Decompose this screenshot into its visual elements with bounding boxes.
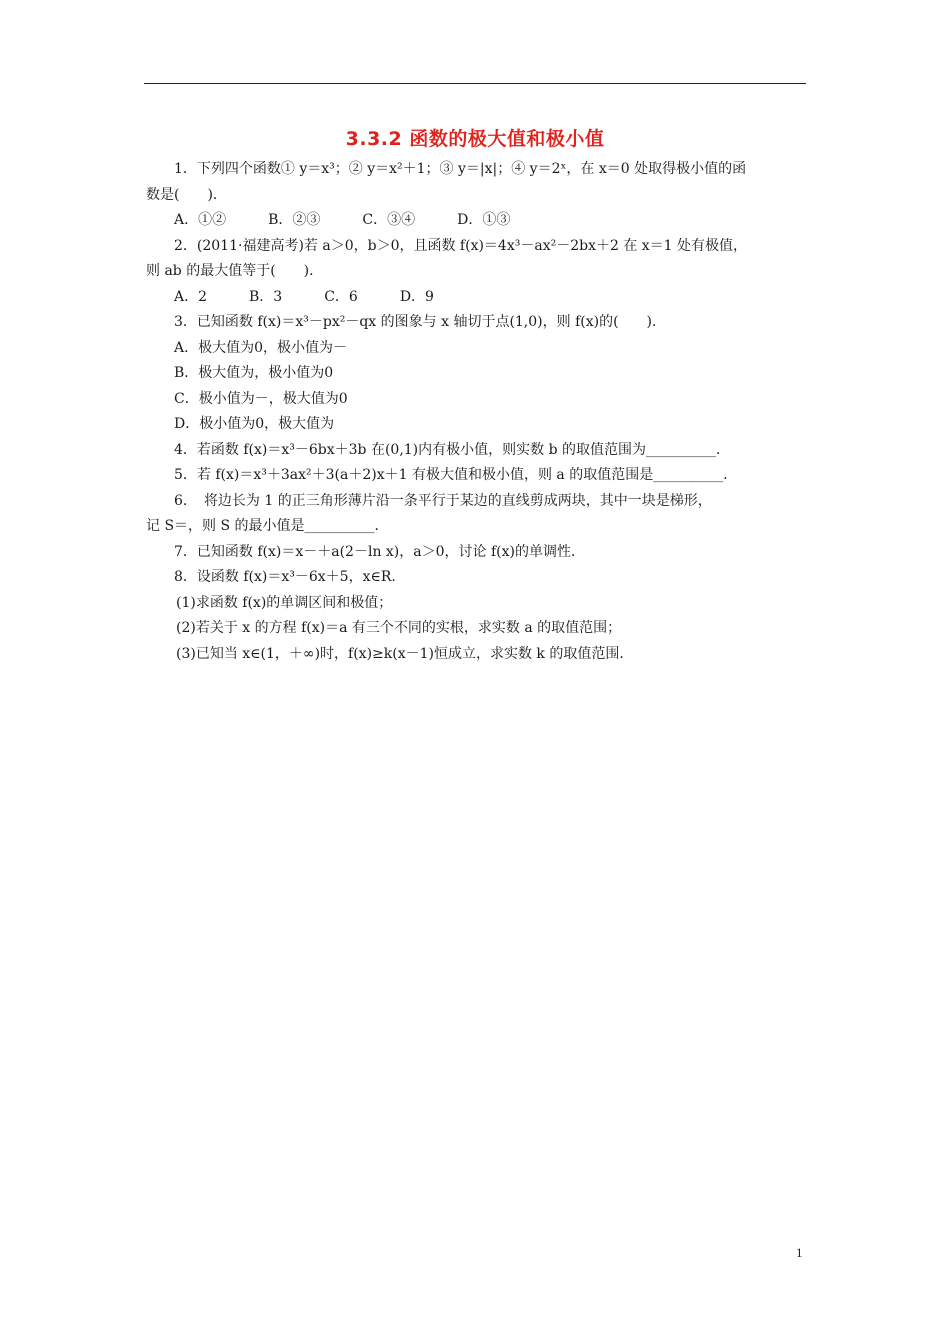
question-3-option-a: A．极大值为0，极小值为－ [174,339,348,356]
question-3-option-d: D．极小值为0，极大值为 [174,416,335,432]
question-3-option-b: B．极大值为，极小值为0 [174,365,334,381]
header-rule [144,83,806,84]
question-2-choices: A．2 B．3 C．6 D．9 [174,288,434,305]
question-8-part-1: (1)求函数 f(x)的单调区间和极值； [176,594,393,611]
question-8-stem: 8．设函数 f(x)＝x³－6x＋5，x∈R. [174,569,396,585]
question-8-part-2: (2)若关于 x 的方程 f(x)＝a 有三个不同的实根，求实数 a 的取值范围； [176,620,622,636]
question-1-line-2: 数是( )． [146,186,227,203]
question-1-line-1: 1．下列四个函数① y＝x³；② y＝x²＋1；③ y＝|x|；④ y＝2ˣ，在 x＝0 处取得极小值的函 [174,161,747,177]
question-6-line-2: 记 S＝，则 S 的最小值是__________． [146,518,389,534]
question-3-option-c: C．极小值为－，极大值为0 [174,390,348,407]
question-2-line-2: 则 ab 的最大值等于( )． [146,263,324,279]
page-number: 1 [796,1245,803,1260]
document-body [146,157,810,667]
question-2-line-1: 2．(2011·福建高考)若 a＞0，b＞0，且函数 f(x)＝4x³－ax²－2bx＋2 在 x＝1 处有极值， [174,237,748,254]
question-4: 4．若函数 f(x)＝x³－6bx＋3b 在(0,1)内有极小值，则实数 b 的取值范围为__________． [174,441,730,458]
question-7: 7．已知函数 f(x)＝x－＋a(2－ln x)，a＞0，讨论 f(x)的单调性． [174,543,585,560]
question-5: 5．若 f(x)＝x³＋3ax²＋3(a＋2)x＋1 有极大值和极小值，则 a 的取值范围是__________． [174,467,738,483]
question-6-line-1: 6． 将边长为 1 的正三角形薄片沿一条平行于某边的直线剪成两块，其中一块是梯形， [174,492,712,509]
question-3-stem: 3．已知函数 f(x)＝x³－px²－qx 的图象与 x 轴切于点(1,0)，则 f(x)的( )． [174,314,667,330]
question-1-choices: A．①② B．②③ C．③④ D．①③ [174,212,511,228]
question-8-part-3: (3)已知当 x∈(1，＋∞)时，f(x)≥k(x－1)恒成立，求实数 k 的取值范围． [176,645,634,662]
page-title: 3.3.2 函数的极大值和极小值 [345,128,605,150]
